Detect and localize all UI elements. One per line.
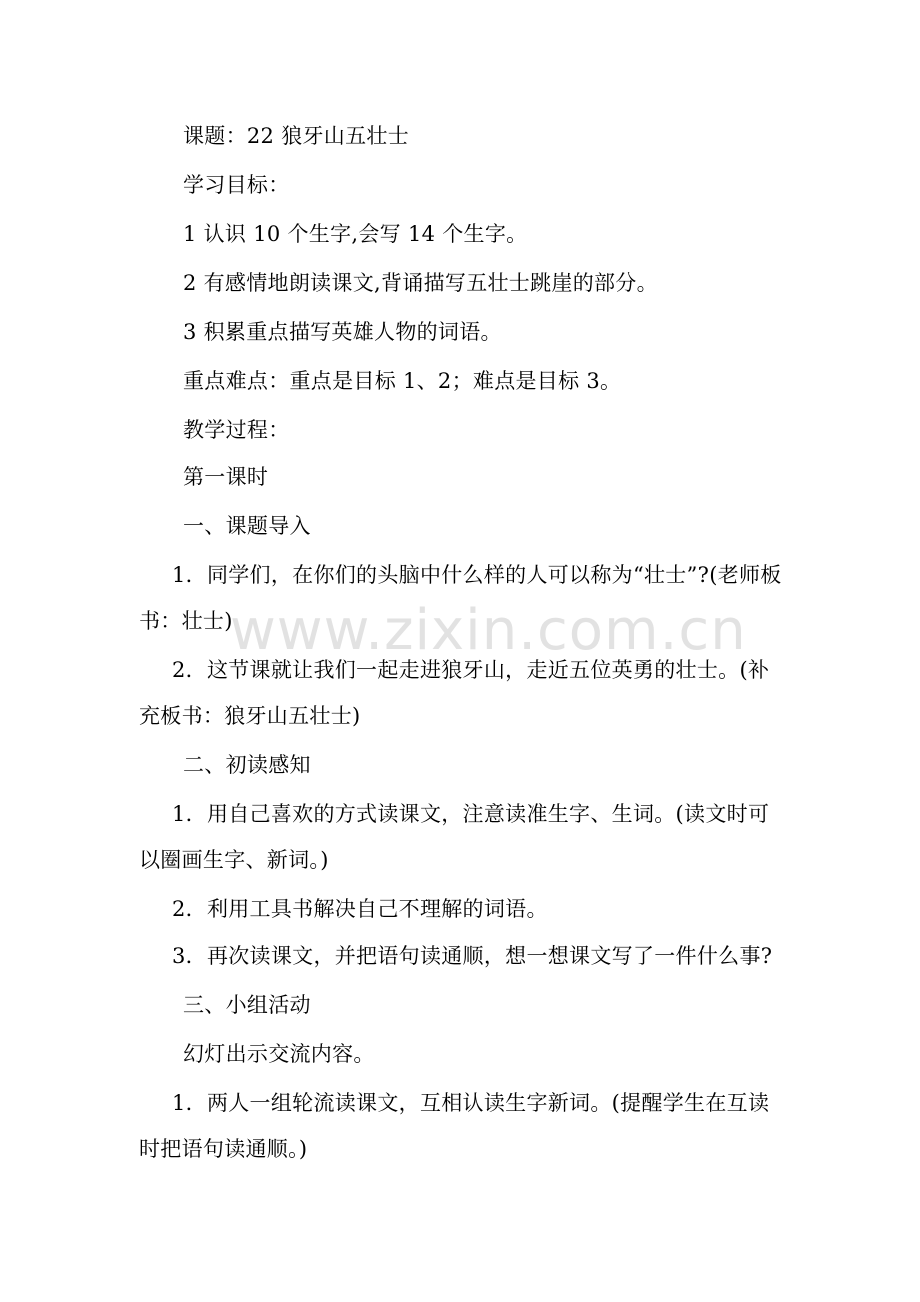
- paragraph-line: 时把语句读通顺。): [139, 1137, 308, 1161]
- section-3-heading: 三、小组活动: [183, 993, 311, 1017]
- paragraph-line: 1．两人一组轮流读课文，互相认读生字新词。(提醒学生在互读: [172, 1091, 770, 1115]
- paragraph-line: 以圈画生字、新词。): [139, 848, 329, 872]
- paragraph-line: 充板书：狼牙山五壮士): [139, 704, 361, 728]
- paragraph-line: 1．用自己喜欢的方式读课文，注意读准生字、生词。(读文时可: [172, 802, 770, 826]
- paragraph-line: 2．这节课就让我们一起走进狼牙山，走近五位英勇的壮士。(补: [172, 658, 770, 682]
- objectives-heading: 学习目标：: [183, 173, 290, 197]
- process-heading: 教学过程：: [183, 418, 290, 442]
- objective-2: 2 有感情地朗读课文,背诵描写五壮士跳崖的部分。: [183, 271, 658, 295]
- paragraph-line: 幻灯出示交流内容。: [183, 1042, 375, 1066]
- period-heading: 第一课时: [183, 465, 269, 489]
- paragraph-line: 2．利用工具书解决自己不理解的词语。: [172, 897, 548, 921]
- lesson-title: 课题：22 狼牙山五壮士: [183, 124, 409, 148]
- objective-1: 1 认识 10 个生字,会写 14 个生字。: [183, 222, 528, 246]
- section-1-heading: 一、课题导入: [183, 514, 311, 538]
- paragraph-line: 1．同学们，在你们的头脑中什么样的人可以称为“壮士”?(老师板: [172, 563, 782, 587]
- paragraph-line: 3．再次读课文，并把语句读通顺，想一想课文写了一件什么事?: [172, 944, 773, 968]
- paragraph-line: 书：壮士): [139, 609, 233, 633]
- objective-3: 3 积累重点描写英雄人物的词语。: [183, 320, 502, 344]
- key-points: 重点难点：重点是目标 1、2；难点是目标 3。: [183, 369, 622, 393]
- watermark: www.zixin.com.cn: [230, 598, 747, 663]
- section-2-heading: 二、初读感知: [183, 753, 311, 777]
